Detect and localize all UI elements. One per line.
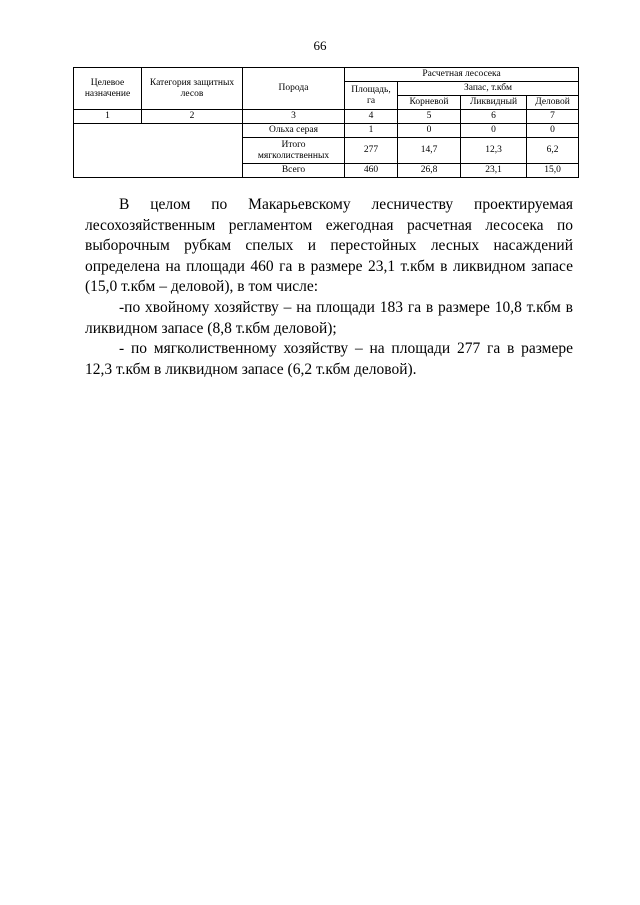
liquid-cell: 12,3 — [461, 138, 527, 164]
column-number: 7 — [527, 110, 579, 124]
area-cell: 1 — [345, 124, 398, 138]
business-cell: 6,2 — [527, 138, 579, 164]
cutting-area-table — [73, 67, 579, 178]
column-number: 4 — [345, 110, 398, 124]
page-number: 66 — [313, 38, 327, 53]
header-root: Корневой — [398, 96, 461, 110]
liquid-cell: 23,1 — [461, 164, 527, 178]
root-cell: 0 — [398, 124, 461, 138]
paragraph: В целом по Макарьевскому лесничеству проектируемая лесохозяйственным регламентом ежегодная расчетная лесосека по выборочным рубкам спелых и перестойных лесных насаждений определена на площади 460 га в размере 23,1 т.кбм в ликвидном запасе (15,0 т.кбм – деловой), в том числе: — [85, 196, 573, 296]
species-cell: Всего — [243, 164, 345, 178]
column-number: 2 — [142, 110, 243, 124]
body-text — [85, 195, 573, 380]
species-cell: Итого мягколиственных — [243, 138, 345, 164]
column-number-row — [74, 110, 579, 124]
paragraph: - по мягколиственному хозяйству – на площади 277 га в размере 12,3 т.кбм в ликвидном запасе (6,2 т.кбм деловой). — [85, 340, 573, 378]
column-number: 5 — [398, 110, 461, 124]
empty-merged-cell — [74, 124, 243, 178]
liquid-cell: 0 — [461, 124, 527, 138]
header-stock: Запас, т.кбм — [398, 82, 579, 96]
area-cell: 460 — [345, 164, 398, 178]
column-number: 3 — [243, 110, 345, 124]
area-cell: 277 — [345, 138, 398, 164]
header-business: Деловой — [527, 96, 579, 110]
header-liquid: Ликвидный — [461, 96, 527, 110]
column-number: 6 — [461, 110, 527, 124]
business-cell: 15,0 — [527, 164, 579, 178]
header-cutting-area: Расчетная лесосека — [345, 68, 579, 82]
table-row — [74, 124, 579, 138]
species-cell: Ольха серая — [243, 124, 345, 138]
header-species: Порода — [243, 68, 345, 110]
header-purpose: Целевое назначение — [74, 68, 142, 110]
header-category: Категория защитных лесов — [142, 68, 243, 110]
paragraph: -по хвойному хозяйству – на площади 183 га в размере 10,8 т.кбм в ликвидном запасе (8,8 т.кбм деловой); — [85, 298, 573, 337]
root-cell: 14,7 — [398, 138, 461, 164]
business-cell: 0 — [527, 124, 579, 138]
column-number: 1 — [74, 110, 142, 124]
header-area: Площадь, га — [345, 82, 398, 110]
root-cell: 26,8 — [398, 164, 461, 178]
